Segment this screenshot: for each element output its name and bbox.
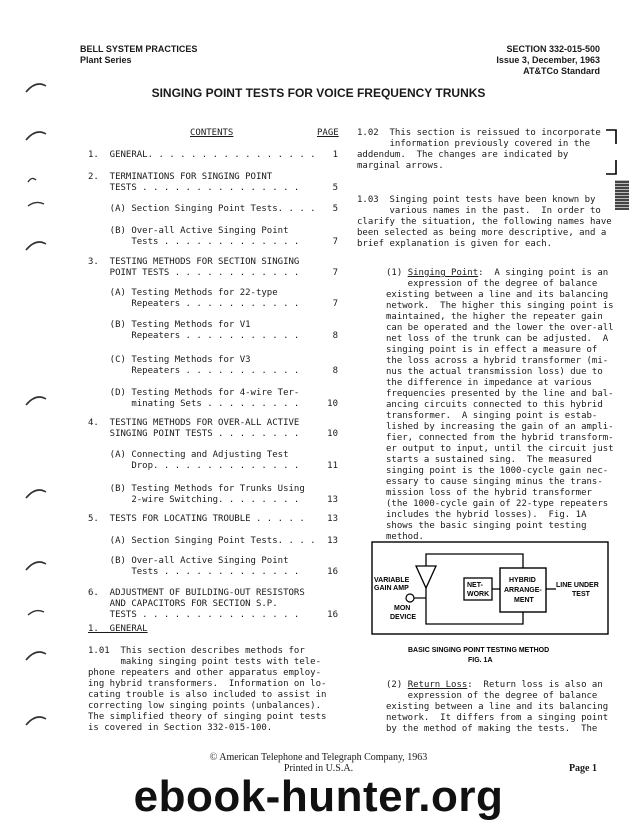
toc-page-number: 13: [327, 514, 338, 524]
toc-entry-text: 6. ADJUSTMENT OF BUILDING-OUT RESISTORS: [88, 588, 305, 598]
figure-number: FIG. 1A: [468, 657, 493, 664]
toc-page-number: 10: [327, 429, 338, 439]
toc-entry: [88, 226, 299, 248]
toc-entry: [88, 514, 305, 525]
figure-label-hybrid-3: MENT: [514, 597, 534, 604]
toc-page-number: 7: [332, 299, 338, 309]
toc-page-number: 16: [327, 567, 338, 577]
figure-label-line: LINE UNDER: [556, 582, 599, 589]
toc-entry-continuation: Drop. . . . . . . . . . . . . .: [88, 461, 300, 471]
toc-entry-text: 1. GENERAL. . . . . . . . . . . . . . . .: [88, 150, 316, 160]
figure-label-net-2: WORK: [467, 591, 490, 598]
toc-entry-text: (B) Over-all Active Singing Point: [88, 556, 289, 566]
toc-entry-continuation: SINGING POINT TESTS . . . . . . . .: [88, 429, 300, 439]
figure-label-amp-1: VARIABLE: [374, 577, 410, 584]
paragraph-1-02: 1.02 This section is reissued to incorporate information previously covered in the addendum. The changes are indicated by marginal arrows.: [357, 128, 601, 171]
toc-entry-continuation: 2-wire Switching. . . . . . . .: [88, 495, 300, 505]
toc-page-number: 8: [332, 331, 338, 341]
figure-label-hybrid-2: ARRANGE-: [504, 587, 542, 594]
figure-label-test: TEST: [572, 591, 590, 598]
toc-heading: CONTENTS: [190, 128, 234, 138]
page-title: SINGING POINT TESTS FOR VOICE FREQUENCY TRUNKS: [151, 86, 486, 100]
toc-entry-continuation: Repeaters . . . . . . . . . . .: [88, 331, 300, 341]
toc-entry-text: (C) Testing Methods for V3: [88, 355, 251, 365]
toc-entry: [88, 536, 316, 547]
series-title: BELL SYSTEM PRACTICES: [80, 44, 198, 54]
singing-point-paragraph: [386, 268, 614, 543]
toc-entry: [88, 556, 299, 578]
toc-entry: [88, 320, 299, 342]
toc-page-number: 11: [327, 461, 338, 471]
watermark: ebook-hunter.org: [133, 772, 504, 821]
toc-page-number: 1: [332, 150, 338, 160]
paragraph-1-03: 1.03 Singing point tests have been known by various names in the past. In order to clarify the situation, the following names have been selected as being more descriptive, and a brief explanation is given for each.: [357, 195, 612, 249]
toc-entry: [88, 388, 299, 410]
toc-page-number: 8: [332, 366, 338, 376]
toc-entry-text: (A) Section Singing Point Tests. . . .: [88, 204, 316, 214]
toc-entry-text: (B) Testing Methods for V1: [88, 320, 251, 330]
toc-entry-continuation: TESTS . . . . . . . . . . . . . . .: [88, 183, 300, 193]
toc-entry-continuation: Tests . . . . . . . . . . . . .: [88, 567, 300, 577]
toc-entry-continuation: Tests . . . . . . . . . . . . .: [88, 237, 300, 247]
return-loss-label: (2): [386, 680, 408, 690]
toc-entry-text: (D) Testing Methods for 4-wire Ter-: [88, 388, 300, 398]
page-number: Page 1: [568, 763, 597, 774]
figure-label-mon-1: MON: [394, 605, 411, 612]
toc-entry-text: 5. TESTS FOR LOCATING TROUBLE . . . . .: [88, 514, 305, 524]
return-loss-term: Return Loss: [407, 680, 468, 690]
change-arrows: [604, 124, 624, 184]
toc-entry: [88, 257, 299, 279]
toc-page-number: 16: [327, 610, 338, 620]
toc-page-number: 13: [327, 495, 338, 505]
figure-label-amp-2: GAIN AMP: [374, 585, 409, 592]
toc-entry: [88, 150, 316, 161]
toc-entry-text: (B) Over-all Active Singing Point: [88, 226, 289, 236]
singing-point-label: (1): [386, 268, 408, 278]
toc-entry: [88, 450, 299, 472]
series-subtitle: Plant Series: [80, 55, 132, 65]
figure-label-net-1: NET-: [467, 582, 483, 589]
singing-point-text: : A singing point is an expression of the degree of balance existing between a line and its balancing network. The higher this singing point is maintained, the higher the repeater gain can be operated and the lower the over-all net loss of the trunk can be adjusted. A singing point is in effect a measure of the loss across a hybrid transformer (mi- nus the actual transmission loss) due to the difference in impedance at various frequencies presented by the line and bal- ancing circuits connected to this hybrid transformer. A singing point is estab- lished by increasing the gain of an ampli- fier, connected from the hybrid transform- er output to input, until the circuit just starts a sustained sing. The measured singing point is the 1000-cycle gain nec- essary to cause singing minus the trans- mission loss of the hybrid transformer (the 1000-cycle gain of 22-type repeaters includes the hybrid losses). Fig. 1A shows the basic singing point testing method.: [386, 268, 614, 542]
toc-entry-text: 3. TESTING METHODS FOR SECTION SINGING: [88, 257, 300, 267]
header-left: [80, 44, 197, 66]
figure-label-hybrid-1: HYBRID: [509, 577, 536, 584]
toc-entry-continuation: minating Sets . . . . . . . . .: [88, 399, 300, 409]
toc-entry-continuation: Repeaters . . . . . . . . . . .: [88, 299, 300, 309]
toc-entry-text: (A) Connecting and Adjusting Test: [88, 450, 289, 460]
section-1-heading: 1. GENERAL: [88, 624, 148, 634]
toc-entry: [88, 172, 299, 194]
toc-page-number: 7: [332, 268, 338, 278]
toc-entry-continuation: AND CAPACITORS FOR SECTION S.P. TESTS . . . . . . . . . . . . . . .: [109, 599, 300, 620]
toc-page-number: 10: [327, 399, 338, 409]
margin-scan-artifact: [615, 180, 629, 210]
copyright-notice: © American Telephone and Telegraph Company, 1963: [209, 752, 428, 763]
toc-entry-text: (A) Section Singing Point Tests. . . .: [88, 536, 316, 546]
paragraph-1-01: 1.01 This section describes methods for making singing point tests with tele- phone repeaters and other apparatus employ- ing hybrid transformers. Information on lo- cating trouble is also included to assist in correcting low singing points (unbalances). The simplified theory of singing point tests is covered in Section 332-015-100.: [88, 646, 327, 733]
figure-1a-diagram: [368, 540, 616, 668]
toc-entry: [88, 204, 316, 215]
toc-page-number: 7: [332, 237, 338, 247]
return-loss-text: : Return loss is also an expression of the degree of balance existing between a line and its balancing network. It differs from a singing point by the method of making the tests. The: [386, 680, 609, 734]
toc-page-number: 5: [332, 204, 338, 214]
toc-entry-continuation: Repeaters . . . . . . . . . . .: [88, 366, 300, 376]
toc-page-number: 13: [327, 536, 338, 546]
toc-entry: [88, 288, 299, 310]
toc-entry-text: (A) Testing Methods for 22-type: [88, 288, 278, 298]
toc-entry-continuation: POINT TESTS . . . . . . . . . . . .: [88, 268, 300, 278]
toc-entry: [88, 355, 299, 377]
toc-entry: [88, 418, 299, 440]
toc-entry: [88, 484, 305, 506]
toc-entry-text: 4. TESTING METHODS FOR OVER-ALL ACTIVE: [88, 418, 300, 428]
binder-marks: [22, 70, 52, 770]
toc-entry-text: 2. TERMINATIONS FOR SINGING POINT: [88, 172, 273, 182]
header-right: [496, 44, 600, 77]
toc-entry: [88, 588, 305, 621]
issue-date: Issue 3, December, 1963: [496, 55, 600, 65]
toc-entry-text: (B) Testing Methods for Trunks Using: [88, 484, 305, 494]
figure-caption: BASIC SINGING POINT TESTING METHOD: [408, 647, 550, 654]
toc-page-number: 5: [332, 183, 338, 193]
section-number: SECTION 332-015-500: [506, 44, 600, 54]
figure-label-mon-2: DEVICE: [390, 614, 417, 621]
standard-label: AT&TCo Standard: [523, 66, 600, 76]
toc-page-heading: PAGE: [317, 128, 339, 138]
return-loss-paragraph: [386, 680, 608, 735]
printed-notice: Printed in U.S.A.: [283, 763, 354, 774]
singing-point-term: Singing Point: [407, 268, 479, 278]
